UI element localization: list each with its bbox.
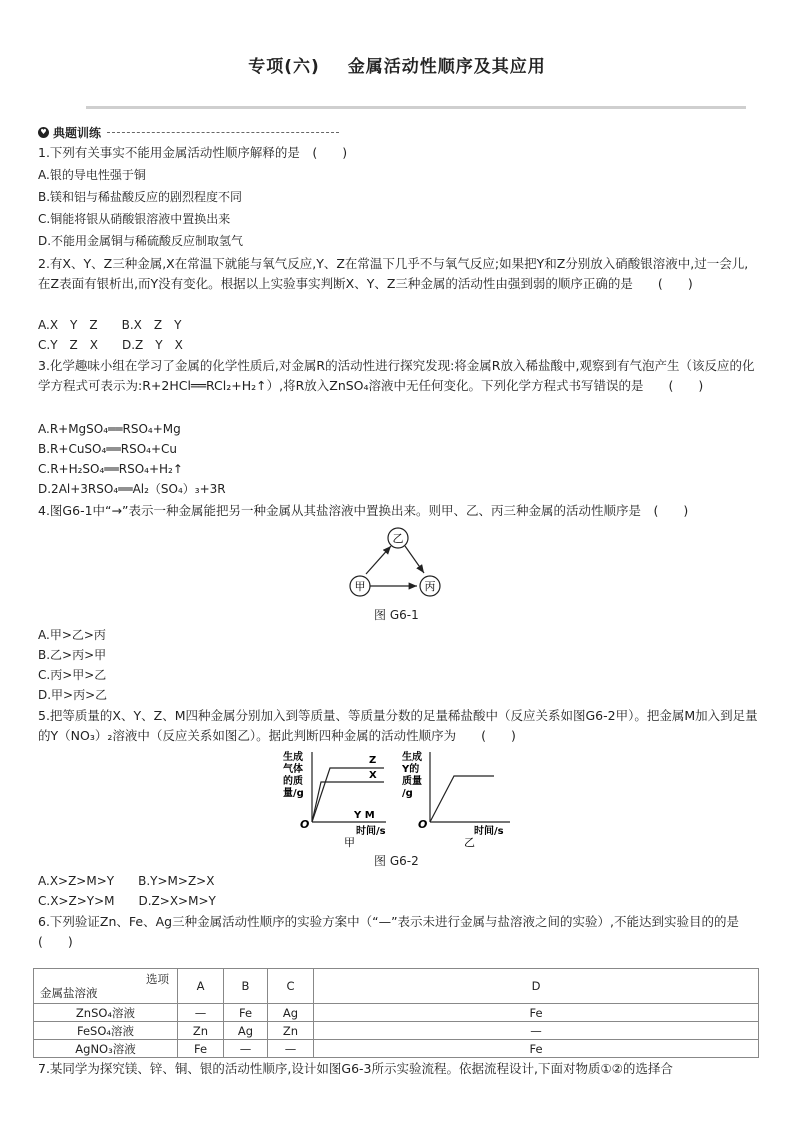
q4-stem: 4.图G6-1中“→”表示一种金属能把另一种金属从其盐溶液中置换出来。则甲、乙、丙三种金属的活动性顺序是 ( ) (38, 503, 689, 518)
q1-option-c: C.铜能将银从硝酸银溶液中置换出来 (38, 212, 231, 226)
table-header-row (34, 969, 759, 1004)
chart-yi-xlabel: 时间/s (474, 826, 504, 837)
q3-option-b: B.R+CuSO₄══RSO₄+Cu (38, 442, 177, 456)
chart-jia-origin: O (300, 818, 310, 831)
chart-jia-xlabel: 时间/s (356, 826, 386, 837)
table-cell: — (224, 1040, 268, 1058)
chart-yi-name: 乙 (464, 836, 475, 849)
chart-yi-ylabel-3: 质量 (402, 776, 422, 787)
chart-yi-origin: O (418, 818, 428, 831)
table-row (34, 1022, 759, 1040)
q6-stem: 6.下列验证Zn、Fe、Ag三种金属活动性顺序的实验方案中（“—”表示未进行金属与盐溶液之间的实验）,不能达到实验目的的是 ( ) (38, 914, 765, 949)
table-corner-cell (34, 969, 178, 1004)
chart-jia-label-ym: Y M (354, 810, 375, 821)
q5-options-cd: C.X>Z>Y>M D.Z>X>M>Y (38, 894, 216, 908)
q2-options-cd: C.Y Z X D.Z Y X (38, 338, 183, 352)
figure-g6-2-caption: 图 G6-2 (374, 854, 419, 868)
section-header (38, 124, 339, 141)
chart-yi (400, 746, 515, 850)
row-label: FeSO₄溶液 (34, 1022, 178, 1040)
q4-option-b: B.乙>丙>甲 (38, 648, 107, 662)
chart-jia-ylabel-4: 量/g (283, 788, 304, 799)
q2-stem: 2.有X、Y、Z三种金属,X在常温下就能与氧气反应,Y、Z在常温下几乎不与氧气反应;如果把Y和Z分别放入硝酸银溶液中,过一会儿,在Z表面有银析出,而Y没有变化。根据以上实验事实判断X、Y、Z三种金属的活动性由强到弱的顺序正确的是 ( ) (38, 256, 749, 291)
table-cell: Zn (268, 1022, 314, 1040)
q3-stem: 3.化学趣味小组在学习了金属的化学性质后,对金属R的活动性进行探究发现:将金属R放入稀盐酸中,观察到有气泡产生（该反应的化学方程式可表示为:R+2HCl══RCl₂+H₂↑）,将R放入ZnSO₄溶液中无任何变化。下列化学方程式书写错误的是 ( ) (38, 358, 755, 393)
table-cell: Zn (178, 1022, 224, 1040)
arrow-jia-to-yi (366, 546, 391, 574)
chart-jia-ylabel-2: 气体 (283, 764, 303, 775)
row-label: AgNO₃溶液 (34, 1040, 178, 1058)
q3-option-a: A.R+MgSO₄══RSO₄+Mg (38, 422, 181, 436)
q1-option-d: D.不能用金属铜与稀硫酸反应制取氢气 (38, 234, 244, 248)
q1-option-b: B.镁和铝与稀盐酸反应的剧烈程度不同 (38, 190, 243, 204)
chart-jia-label-z: Z (369, 755, 377, 766)
figure-g6-1-caption: 图 G6-1 (374, 608, 419, 622)
header-c: C (268, 969, 314, 1004)
chart-yi-line (430, 776, 494, 822)
q5-stem: 5.把等质量的X、Y、Z、M四种金属分别加入到等质量、等质量分数的足量稀盐酸中（反应关系如图G6-2甲）。把金属M加入到足量的Y（NO₃）₂溶液中（反应关系如图乙）。据此判断四种金属的活动性顺序为 ( ) (38, 708, 758, 743)
node-bing-label: 丙 (424, 580, 436, 593)
q5-options-ab: A.X>Z>M>Y B.Y>M>Z>X (38, 874, 215, 888)
q7-stem: 7.某同学为探究镁、锌、铜、银的活动性顺序,设计如图G6-3所示实验流程。依据流程设计,下面对物质①②的选择合 (38, 1061, 673, 1076)
q4-option-d: D.甲>丙>乙 (38, 688, 108, 702)
table-cell: Ag (268, 1004, 314, 1022)
table-cell: — (314, 1022, 759, 1040)
table-row (34, 1004, 759, 1022)
q4-option-a: A.甲>乙>丙 (38, 628, 106, 642)
table-cell: Fe (224, 1004, 268, 1022)
q4-option-c: C.丙>甲>乙 (38, 668, 107, 682)
q1-option-a: A.银的导电性强于铜 (38, 168, 146, 182)
node-yi-label: 乙 (392, 532, 404, 545)
chart-jia-name: 甲 (344, 836, 355, 849)
corner-label-option: 选项 (146, 972, 169, 986)
heart-icon: ♥ (38, 127, 49, 138)
chart-jia (280, 746, 390, 850)
table-cell: Ag (224, 1022, 268, 1040)
row-label: ZnSO₄溶液 (34, 1004, 178, 1022)
q6-table (33, 968, 759, 1058)
chart-yi-ylabel-1: 生成 (402, 752, 422, 763)
q3-option-c: C.R+H₂SO₄══RSO₄+H₂↑ (38, 462, 183, 476)
section-dash-line (107, 132, 339, 133)
section-label: 典题训练 (53, 126, 102, 140)
chart-jia-label-x: X (369, 770, 377, 781)
corner-label-solution: 金属盐溶液 (40, 986, 98, 1000)
table-cell: Fe (314, 1004, 759, 1022)
chart-yi-ylabel-2: Y的 (402, 764, 420, 775)
q2-options-ab: A.X Y Z B.X Z Y (38, 318, 182, 332)
chart-jia-ylabel-1: 生成 (283, 752, 303, 763)
header-b: B (224, 969, 268, 1004)
q1-stem: 1.下列有关事实不能用金属活动性顺序解释的是 ( ) (38, 145, 348, 160)
q3-option-d: D.2Al+3RSO₄══Al₂（SO₄）₃+3R (38, 482, 226, 496)
figure-g6-1 (340, 524, 450, 602)
arrow-yi-to-bing (405, 546, 424, 573)
chart-yi-ylabel-4: /g (402, 788, 413, 799)
header-d: D (314, 969, 759, 1004)
node-jia-label: 甲 (354, 580, 366, 593)
header-a: A (178, 969, 224, 1004)
table-cell: — (178, 1004, 224, 1022)
page-title: 专项(六) 金属活动性顺序及其应用 (248, 57, 546, 77)
chart-jia-ylabel-3: 的质 (283, 776, 303, 787)
table-row (34, 1040, 759, 1058)
table-cell: Fe (314, 1040, 759, 1058)
table-cell: — (268, 1040, 314, 1058)
table-cell: Fe (178, 1040, 224, 1058)
title-divider (86, 106, 746, 109)
